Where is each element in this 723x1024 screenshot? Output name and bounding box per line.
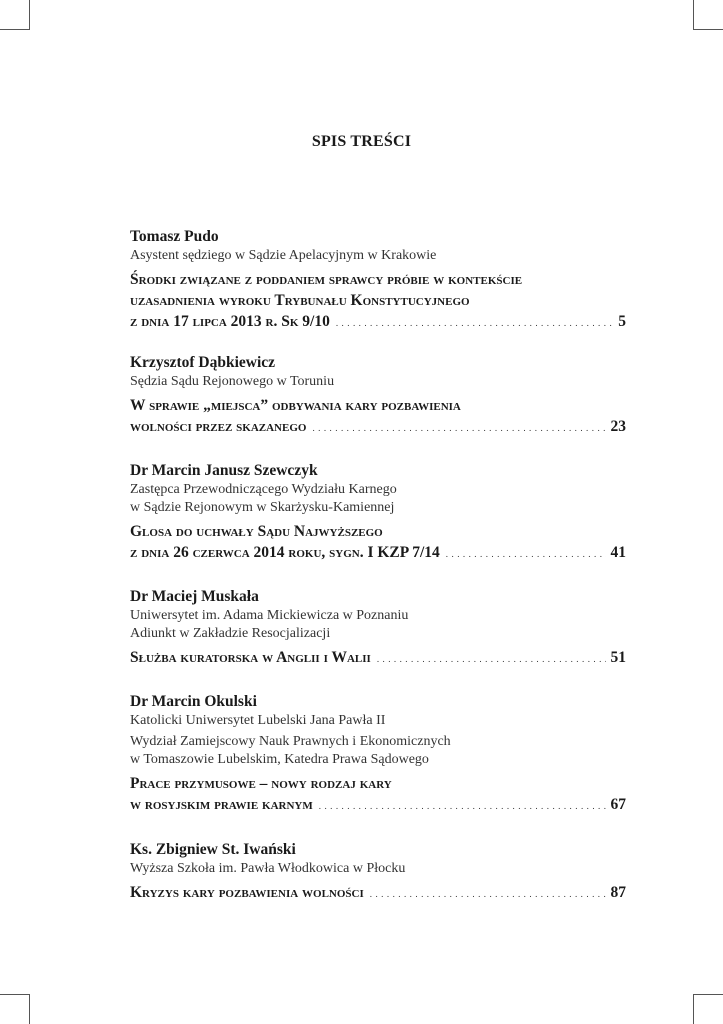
entry-title[interactable] [130, 521, 626, 565]
entry-title[interactable] [130, 647, 626, 670]
dot-leader [377, 649, 606, 670]
page-number: 87 [610, 884, 626, 901]
entry-title[interactable] [130, 773, 626, 817]
dot-leader [312, 418, 605, 439]
crop-mark [693, 0, 694, 30]
entry-title-line: Kryzys kary pozbawienia wolności [130, 884, 364, 901]
entry-affiliation: w Tomaszowie Lubelskim, Katedra Prawa Sądowego [130, 752, 429, 767]
page-number: 23 [610, 418, 626, 435]
page-number: 51 [610, 649, 626, 666]
entry-title-line: uzasadnienia wyroku Trybunału Konstytucyjnego [130, 292, 470, 309]
entry-title-line: z dnia 26 czerwca 2014 roku, sygn. I KZP 7/14 [130, 544, 440, 561]
page-number: 41 [610, 544, 626, 561]
page-number: 67 [610, 796, 626, 813]
entry-affiliation: Zastępca Przewodniczącego Wydziału Karnego [130, 482, 397, 497]
toc-entry [130, 461, 626, 565]
page-title: SPIS TREŚCI [311, 133, 412, 150]
crop-mark [29, 0, 30, 30]
entry-affiliation: Wyższa Szkoła im. Pawła Włodkowica w Płocku [130, 861, 406, 876]
dot-leader [446, 544, 606, 565]
entry-affiliation: Sędzia Sądu Rejonowego w Toruniu [130, 374, 335, 389]
dot-leader [319, 796, 606, 817]
toc-entry [130, 353, 626, 439]
entry-title-line: z dnia 17 lipca 2013 r. Sk 9/10 [130, 313, 330, 330]
entry-title-line: w rosyjskim prawie karnym [130, 796, 313, 813]
entry-title[interactable] [130, 882, 626, 905]
entry-affiliation: w Sądzie Rejonowym w Skarżysku-Kamiennej [130, 500, 395, 515]
toc-entry [130, 587, 626, 670]
entry-title[interactable] [130, 395, 626, 439]
toc-entry [130, 692, 626, 817]
entry-author: Dr Marcin Okulski [130, 693, 257, 710]
entry-author: Dr Maciej Muskała [130, 588, 259, 605]
entry-author: Ks. Zbigniew St. Iwański [130, 841, 296, 858]
entry-title-line: Służba kuratorska w Anglii i Walii [130, 649, 371, 666]
entry-title-last-line [130, 416, 626, 439]
entry-title-last-line [130, 311, 626, 334]
entry-title[interactable] [130, 269, 626, 334]
crop-mark [693, 994, 694, 1024]
page-number: 5 [618, 313, 626, 330]
entry-author: Tomasz Pudo [130, 228, 219, 245]
entry-title-last-line [130, 794, 626, 817]
entry-title-line: Glosa do uchwały Sądu Najwyższego [130, 523, 383, 540]
toc-entry [130, 840, 626, 905]
entry-affiliation: Uniwersytet im. Adama Mickiewicza w Poznaniu [130, 608, 409, 623]
entry-author: Krzysztof Dąbkiewicz [130, 354, 276, 371]
entry-title-last-line [130, 882, 626, 905]
entry-title-line: Środki związane z poddaniem sprawcy próbie w kontekście [130, 271, 523, 288]
entry-title-line: Prace przymusowe – nowy rodzaj kary [130, 775, 392, 792]
crop-mark [0, 29, 30, 30]
entry-title-line: wolności przez skazanego [130, 418, 307, 435]
entry-affiliation: Wydział Zamiejscowy Nauk Prawnych i Ekonomicznych [130, 734, 451, 749]
toc-entry [130, 227, 626, 334]
crop-mark [29, 994, 30, 1024]
dot-leader [336, 313, 613, 334]
entry-affiliation: Asystent sędziego w Sądzie Apelacyjnym w Krakowie [130, 248, 437, 263]
crop-mark [0, 994, 30, 995]
entry-title-last-line [130, 542, 626, 565]
crop-mark [693, 994, 723, 995]
entry-author: Dr Marcin Janusz Szewczyk [130, 462, 318, 479]
entry-title-line: W sprawie „miejsca” odbywania kary pozbawienia [130, 397, 461, 414]
entry-affiliation: Katolicki Uniwersytet Lubelski Jana Pawła II [130, 713, 386, 728]
entry-affiliation: Adiunkt w Zakładzie Resocjalizacji [130, 626, 331, 641]
dot-leader [370, 884, 606, 905]
crop-mark [693, 29, 723, 30]
entry-title-last-line [130, 647, 626, 670]
